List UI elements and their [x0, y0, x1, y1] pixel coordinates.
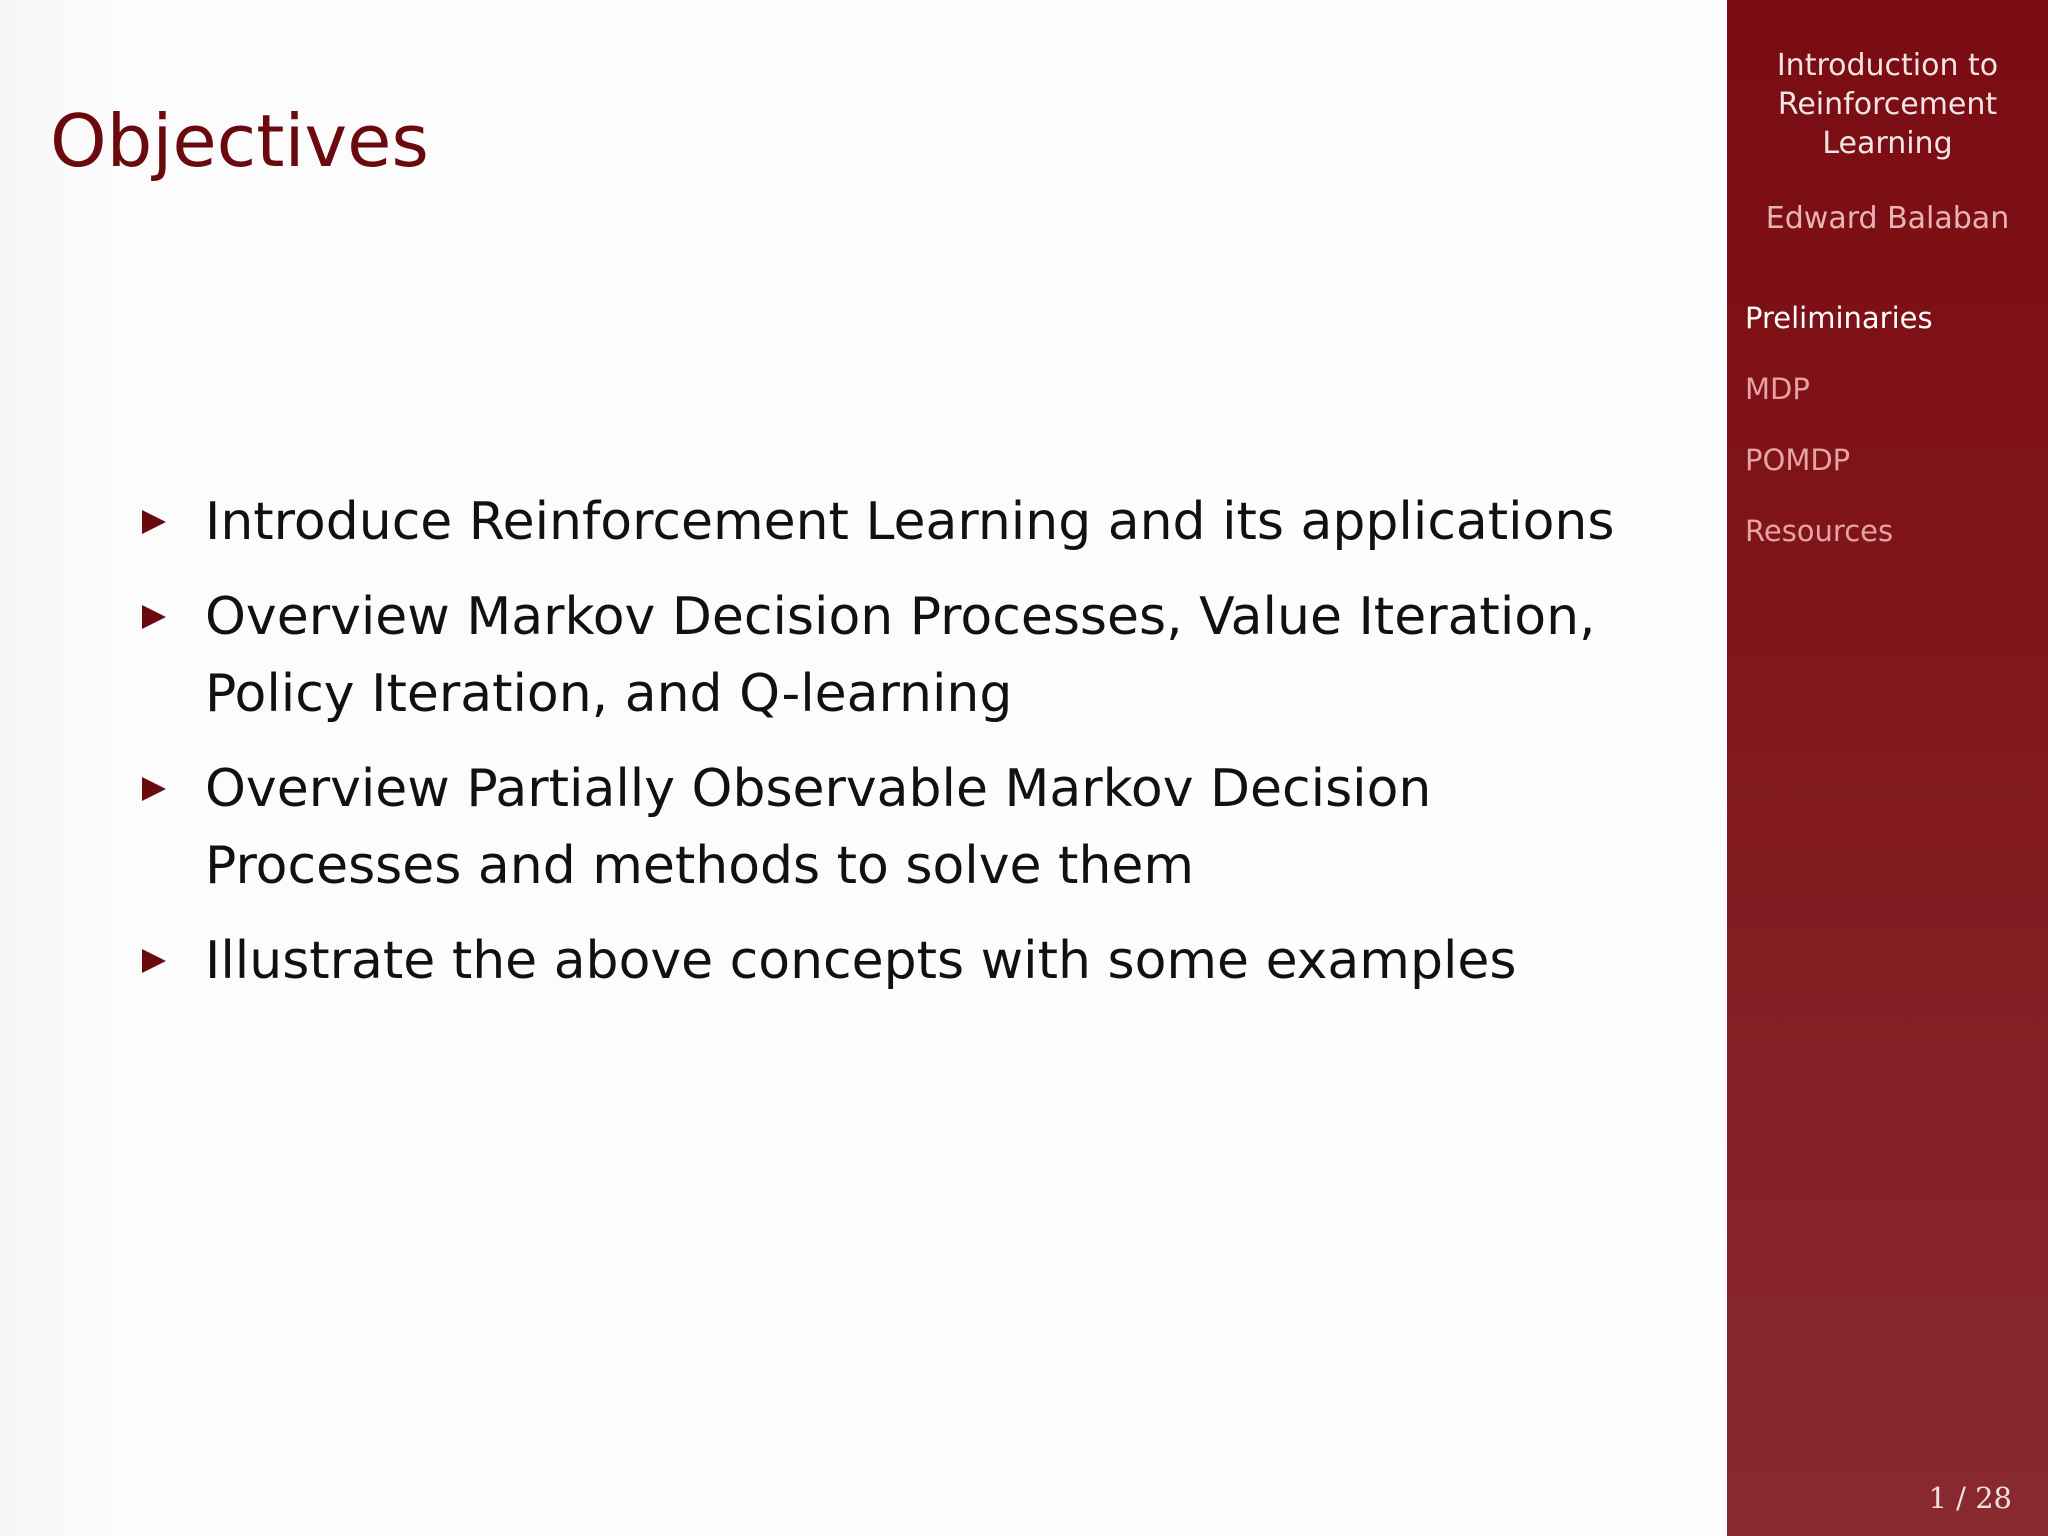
- sidebar-item-preliminaries[interactable]: Preliminaries: [1745, 301, 1933, 335]
- bullet-text: Overview Markov Decision Processes, Value Iteration, Policy Iteration, and Q-learning: [205, 587, 1596, 724]
- bullet-text: Illustrate the above concepts with some examples: [205, 931, 1517, 991]
- triangle-bullet-icon: [142, 777, 166, 801]
- section-nav: [1745, 298, 1933, 582]
- presentation-title-line: Learning: [1822, 126, 1953, 161]
- list-item: [130, 579, 1710, 733]
- bullet-text: Introduce Reinforcement Learning and its applications: [205, 492, 1615, 552]
- list-item: [130, 484, 1710, 561]
- page-number: 1 / 28: [1928, 1481, 2012, 1515]
- presentation-title-line: Introduction to: [1776, 48, 1999, 83]
- objectives-list: [130, 484, 1710, 1018]
- sidebar-item-mdp[interactable]: MDP: [1745, 372, 1810, 406]
- list-item: [130, 751, 1710, 905]
- triangle-bullet-icon: [142, 510, 166, 534]
- presentation-title[interactable]: [1727, 46, 2048, 163]
- presentation-title-line: Reinforcement: [1777, 87, 1998, 122]
- bullet-text: Overview Partially Observable Markov Decision Processes and methods to solve them: [205, 759, 1432, 896]
- sidebar-item-pomdp[interactable]: POMDP: [1745, 443, 1851, 477]
- sidebar-item-resources[interactable]: Resources: [1745, 514, 1894, 548]
- slide-title: Objectives: [50, 99, 429, 184]
- triangle-bullet-icon: [142, 949, 166, 973]
- triangle-bullet-icon: [142, 605, 166, 629]
- list-item: [130, 923, 1710, 1000]
- sidebar: [1727, 0, 2048, 1536]
- author-name[interactable]: Edward Balaban: [1765, 201, 2010, 236]
